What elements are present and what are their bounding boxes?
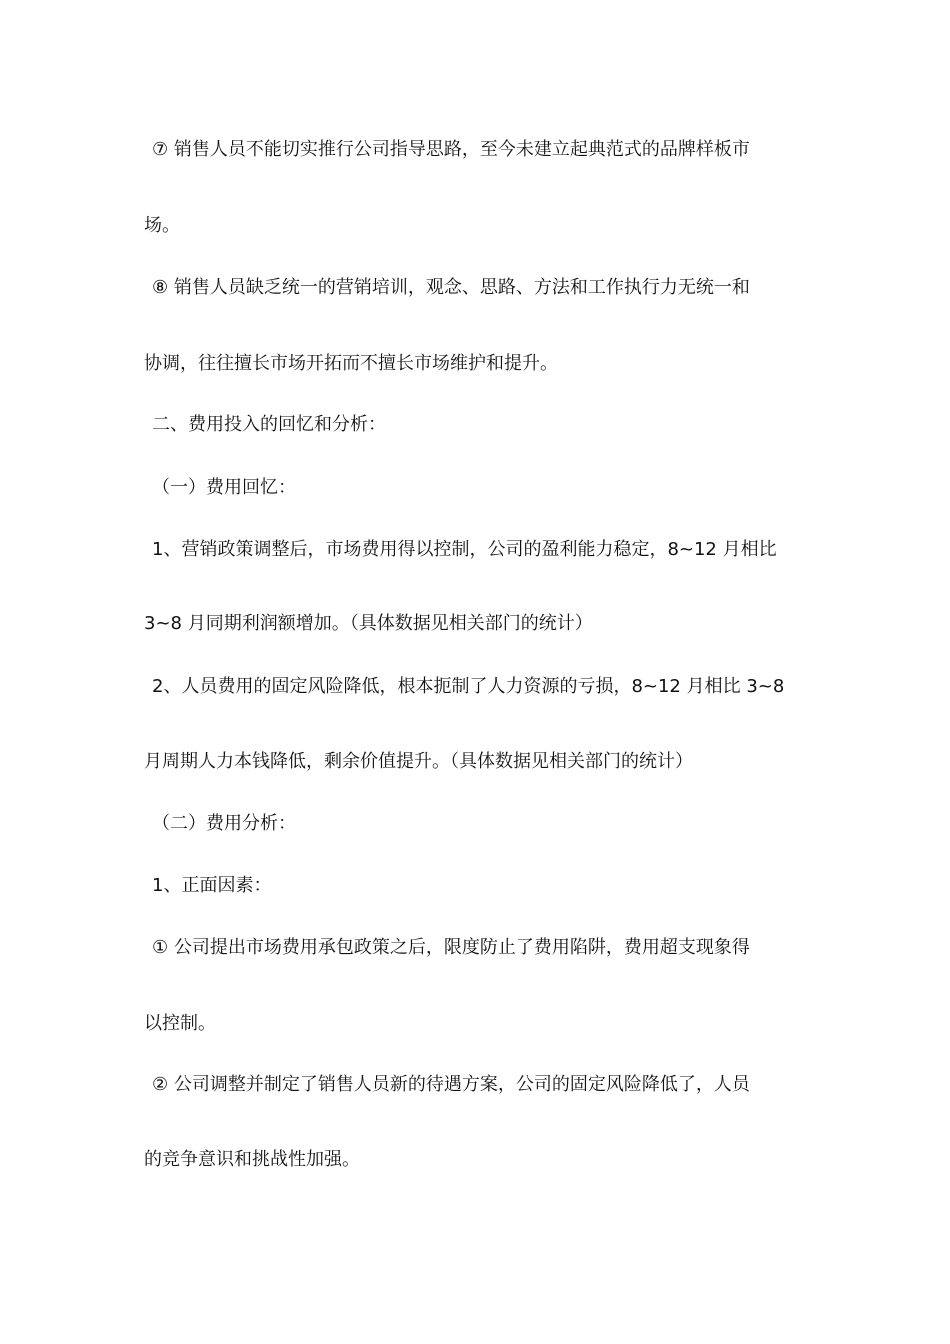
positive-item-2-line-2: 的竞争意识和挑战性加强。 [144, 1149, 360, 1170]
review-item-1-line-1: 1、营销政策调整后，市场费用得以控制，公司的盈利能力稳定，8~12 月相比 [152, 539, 777, 560]
positive-item-2-line-1: ② 公司调整并制定了销售人员新的待遇方案，公司的固定风险降低了，人员 [152, 1074, 750, 1095]
section-heading-cost: 二、费用投入的回忆和分析： [152, 414, 386, 435]
positive-item-1-line-1: ① 公司提出市场费用承包政策之后，限度防止了费用陷阱，费用超支现象得 [152, 937, 750, 958]
subsection-heading-review: （一）费用回忆： [152, 477, 296, 498]
paragraph-7-line-1: ⑦ 销售人员不能切实推行公司指导思路，至今未建立起典范式的品牌样板市 [152, 139, 750, 160]
review-item-2-line-2: 月周期人力本钱降低，剩余价值提升。（具体数据见相关部门的统计） [144, 751, 693, 772]
paragraph-8-line-1: ⑧ 销售人员缺乏统一的营销培训，观念、思路、方法和工作执行力无统一和 [152, 277, 750, 298]
review-item-2-line-1: 2、人员费用的固定风险降低，根本扼制了人力资源的亏损，8~12 月相比 3~8 [152, 676, 785, 697]
positive-factors-heading: 1、正面因素： [152, 875, 272, 896]
review-item-1-line-2: 3~8 月同期利润额增加。（具体数据见相关部门的统计） [144, 613, 593, 634]
subsection-heading-analysis: （二）费用分析： [152, 813, 296, 834]
paragraph-7-line-2: 场。 [144, 215, 180, 236]
paragraph-8-line-2: 协调，往往擅长市场开拓而不擅长市场维护和提升。 [144, 353, 558, 374]
positive-item-1-line-2: 以控制。 [144, 1013, 216, 1034]
